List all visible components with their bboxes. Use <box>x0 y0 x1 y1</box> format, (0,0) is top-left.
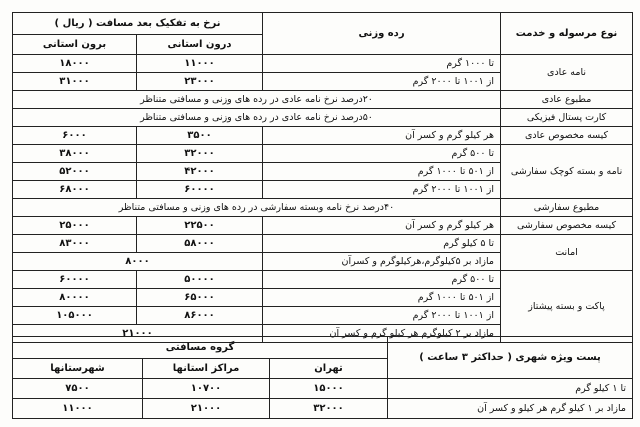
header-weight: رده وزنی <box>263 13 501 55</box>
weight-cell: از ۵۰۱ تا ۱۰۰۰ گرم <box>263 163 501 181</box>
rate-cell: ۸۰۰۰ <box>13 253 263 271</box>
service-cell: کیسه مخصوص سفارشی <box>501 217 633 235</box>
table-row <box>13 127 633 145</box>
table-row <box>13 145 633 163</box>
rate-inner: ۲۳۰۰۰ <box>137 73 263 91</box>
weight-cell: هر کیلو گرم و کسر آن <box>263 217 501 235</box>
rate-outer: ۸۳۰۰۰ <box>13 235 137 253</box>
service-cell: امانت <box>501 235 633 271</box>
weight-cell: تا ۵ کیلو گرم <box>263 235 501 253</box>
service-cell: مطبوع سفارشی <box>501 199 633 217</box>
weight-cell: هر کیلو گرم و کسر آن <box>263 127 501 145</box>
rate-outer: ۱۸۰۰۰ <box>13 55 137 73</box>
service-cell: پاکت و بسته پیشتاز <box>501 271 633 343</box>
table-row <box>13 199 633 217</box>
header-service: نوع مرسوله و خدمت <box>501 13 633 55</box>
header-rate: نرخ به تفکیک بعد مسافت ( ریال ) <box>13 13 263 35</box>
table-row <box>13 91 633 109</box>
rate-outer: ۶۸۰۰۰ <box>13 181 137 199</box>
rate-cities: ۱۱۰۰۰ <box>13 399 143 419</box>
table-row <box>13 55 633 73</box>
rate-inner: ۱۱۰۰۰ <box>137 55 263 73</box>
col-centers: مراکز استانها <box>143 359 270 379</box>
service-cell: نامه عادی <box>501 55 633 91</box>
note-cell: ۵۰درصد نرخ نامه عادی در رده های وزنی و مسافتی متناظر <box>13 109 501 127</box>
weight-cell: از ۱۰۰۱ تا ۲۰۰۰ گرم <box>263 73 501 91</box>
rate-tehran: ۱۵۰۰۰ <box>270 379 388 399</box>
rate-inner: ۸۶۰۰۰ <box>137 307 263 325</box>
rate-cell: ۲۱۰۰۰ <box>13 325 263 343</box>
service-cell: کارت پستال فیزیکی <box>501 109 633 127</box>
rate-inner: ۵۰۰۰۰ <box>137 271 263 289</box>
rate-tehran: ۳۲۰۰۰ <box>270 399 388 419</box>
weight-cell: تا ۵۰۰ گرم <box>263 145 501 163</box>
service-cell: کیسه مخصوص عادی <box>501 127 633 145</box>
note-cell: ۴۰درصد نرخ نامه وبسته سفارشی در رده های وزنی و مسافتی متناظر <box>13 199 501 217</box>
service-cell: مطبوع عادی <box>501 91 633 109</box>
rate-outer: ۱۰۵۰۰۰ <box>13 307 137 325</box>
rate-centers: ۱۰۷۰۰ <box>143 379 270 399</box>
city-express-title: پست ویژه شهری ( حداکثر ۳ ساعت ) <box>388 337 633 379</box>
table-row <box>13 379 633 399</box>
rate-outer: ۶۰۰۰۰ <box>13 271 137 289</box>
city-express-table <box>12 336 633 419</box>
weight-cell: تا ۱ کیلو گرم <box>388 379 633 399</box>
rate-centers: ۲۱۰۰۰ <box>143 399 270 419</box>
header-outer: برون استانی <box>13 35 137 55</box>
col-cities: شهرستانها <box>13 359 143 379</box>
rate-inner: ۳۵۰۰ <box>137 127 263 145</box>
rate-inner: ۶۵۰۰۰ <box>137 289 263 307</box>
rate-inner: ۶۰۰۰۰ <box>137 181 263 199</box>
table-row <box>13 217 633 235</box>
rate-inner: ۲۲۵۰۰ <box>137 217 263 235</box>
rate-outer: ۳۸۰۰۰ <box>13 145 137 163</box>
service-cell: نامه و بسته کوچک سفارشی <box>501 145 633 199</box>
rate-inner: ۵۸۰۰۰ <box>137 235 263 253</box>
rate-cities: ۷۵۰۰ <box>13 379 143 399</box>
table-row <box>13 271 633 289</box>
rate-outer: ۳۱۰۰۰ <box>13 73 137 91</box>
rate-outer: ۶۰۰۰ <box>13 127 137 145</box>
table-row <box>13 235 633 253</box>
distance-group-title: گروه مسافتی <box>13 337 388 359</box>
rate-outer: ۸۰۰۰۰ <box>13 289 137 307</box>
weight-cell: تا ۱۰۰۰ گرم <box>263 55 501 73</box>
note-cell: ۲۰درصد نرخ نامه عادی در رده های وزنی و مسافتی متناظر <box>13 91 501 109</box>
rate-outer: ۲۵۰۰۰ <box>13 217 137 235</box>
rate-inner: ۴۲۰۰۰ <box>137 163 263 181</box>
weight-cell: مازاد بر ۱ کیلو گرم هر کیلو و کسر آن <box>388 399 633 419</box>
weight-cell: از ۱۰۰۱ تا ۲۰۰۰ گرم <box>263 181 501 199</box>
table-row <box>13 399 633 419</box>
rate-inner: ۳۲۰۰۰ <box>137 145 263 163</box>
header-inner: درون استانی <box>137 35 263 55</box>
rate-outer: ۵۲۰۰۰ <box>13 163 137 181</box>
postal-tariff-table <box>12 12 633 343</box>
weight-cell: از ۱۰۰۱ تا ۲۰۰۰ گرم <box>263 307 501 325</box>
table-row <box>13 109 633 127</box>
weight-cell: مازاد بر ۲ کیلوگرم هر کیلو گرم و کسر آن <box>263 325 501 343</box>
weight-cell: مازاد بر ۵کیلوگرم،هرکیلوگرم و کسرآن <box>263 253 501 271</box>
weight-cell: از ۵۰۱ تا ۱۰۰۰ گرم <box>263 289 501 307</box>
col-tehran: تهران <box>270 359 388 379</box>
weight-cell: تا ۵۰۰ گرم <box>263 271 501 289</box>
